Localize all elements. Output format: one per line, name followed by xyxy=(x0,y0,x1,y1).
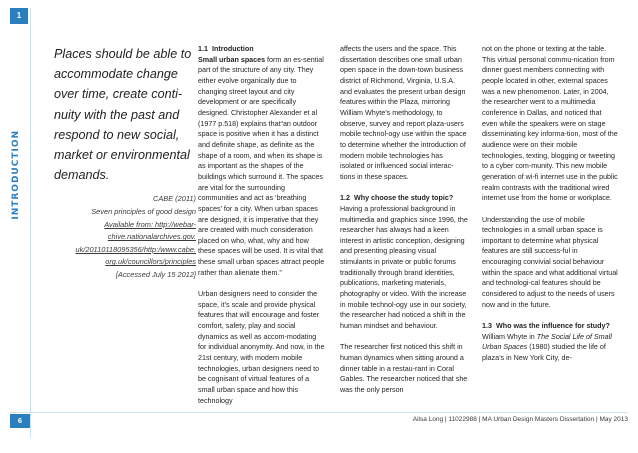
text-column-2 xyxy=(340,44,468,396)
paragraph: Having a professional background in multimedia and graphics since 1996, the researcher has always had a keen interest in artistic conception, designing and presenting pleasing visual stimulants in private or public forums traditionally through brand identities, publications, marketing materials, photography or video. With the increase in mobile technol-ogy use in our society, the researcher had noticed a shift in the human mindset and behaviour. xyxy=(340,204,468,331)
paragraph: Small urban spaces form an es-sential part of the structure of any city. They either evolve organically due to changing street layout and city development or are specifically designed. Christopher Alexander et al (1977 p.518) explains that“an outdoor space is positive when it has a distinct and definite shape, as definite as the shape of a room, and when its shape is as important as the shapes of the buildings which surround it. The spaces are vital for the surrounding communities and act as ‘breathing spaces’ for a city. When urban spaces are designed, it is imperative that they are created with much consideration placed on who, what, why and how these spaces will be used. It is vital that these small urban spaces attract people rather than alienate them.” xyxy=(198,55,325,277)
text-column-3 xyxy=(482,44,618,364)
citation-link[interactable]: chive.nationalarchives.gov. xyxy=(107,232,196,242)
citation-line: Seven principles of good design xyxy=(91,207,196,217)
paragraph: Understanding the use of mobile technologies in a small urban space is important to determine what physical features are still success-ful in encouraging convivial social behaviour within the space and what additional virtual and technologi-cal features should be considered to adjust to the needs of users now and in the future. xyxy=(482,215,618,309)
citation-link[interactable]: uk/20110118095356/http:/www.cabe. xyxy=(75,244,196,254)
citation-line: CABE (2011) xyxy=(153,194,196,204)
footer-credit: Ailsa Long | 11022988 | MA Urban Design Masters Dissertation | May 2013 xyxy=(412,416,628,423)
pull-quote xyxy=(54,44,196,282)
citation-link[interactable]: Available from: http://webar- xyxy=(104,219,196,229)
section-heading-1-2: 1.2 Why choose the study topic? xyxy=(340,194,454,203)
section-heading-1-3: 1.3 Who was the influence for study? xyxy=(482,322,610,331)
text-column-1 xyxy=(198,44,326,406)
citation-line: [Accessed July 15 2012] xyxy=(115,269,196,279)
section-heading-1-1: 1.1 Introduction xyxy=(198,45,254,53)
paragraph: The researcher first noticed this shift in human dynamics when sitting around a dinner table in a restau-rant in Coral Gables. The researcher noticed that she was the only person xyxy=(340,343,468,394)
paragraph: William Whyte in The Social Life of Small Urban Spaces (1980) studied the life of plaza’s in New York City, de- xyxy=(482,332,612,363)
citation-link[interactable]: org.uk/councillors/principles xyxy=(105,257,196,267)
section-label: INTRODUCTION xyxy=(11,130,21,220)
quote-text: Places should be able to accommodate change over time, create conti-nuity with the past and respond to new social, market or environmental demands. xyxy=(54,47,192,183)
paragraph: not on the phone or texting at the table. This virtual personal commu-nication from dinner guest members connecting with people located in other, external spaces was a new phenomenon. Later, in 2004, the researcher went to a multimedia conference in Dallas, and noticed that even while the speakers were on stage disseminating key informa-tion, most of the audience were on their mobile technologies, texting, blogging or tweeting to a cyber com-munity. This new mobile generation of wi-fi internet use in the public realm contrasts with the traditional wired internet use from the home or workplace. xyxy=(482,45,618,203)
paragraph: Urban designers need to consider the space, it’s scale and provide physical features that will encourage and foster comfort, safety, play and social dynamics as well as accom-modating for individual anonymity. And now, in the 21st century, with modern mobile technologies, urban designers need to be cognisant of virtual features of a small urban space and how this technology xyxy=(198,290,325,405)
page-number: 6 xyxy=(10,414,30,428)
footer-divider xyxy=(10,412,628,413)
paragraph: affects the users and the space. This dissertation describes one small urban open space in the down-town business district of Richmond, Virginia, U.S.A. and evaluates the present urban design features within the Plaza, mirroring William Whyte’s methodology, to observe, survey and report plaza-users mobile technol-ogy use within the space to determine whether the introduction of modern mobile technologies has isolated or influenced social interac-tions in these spaces. xyxy=(340,45,467,181)
chapter-number-badge: 1 xyxy=(10,8,28,24)
quote-citation xyxy=(54,193,196,281)
